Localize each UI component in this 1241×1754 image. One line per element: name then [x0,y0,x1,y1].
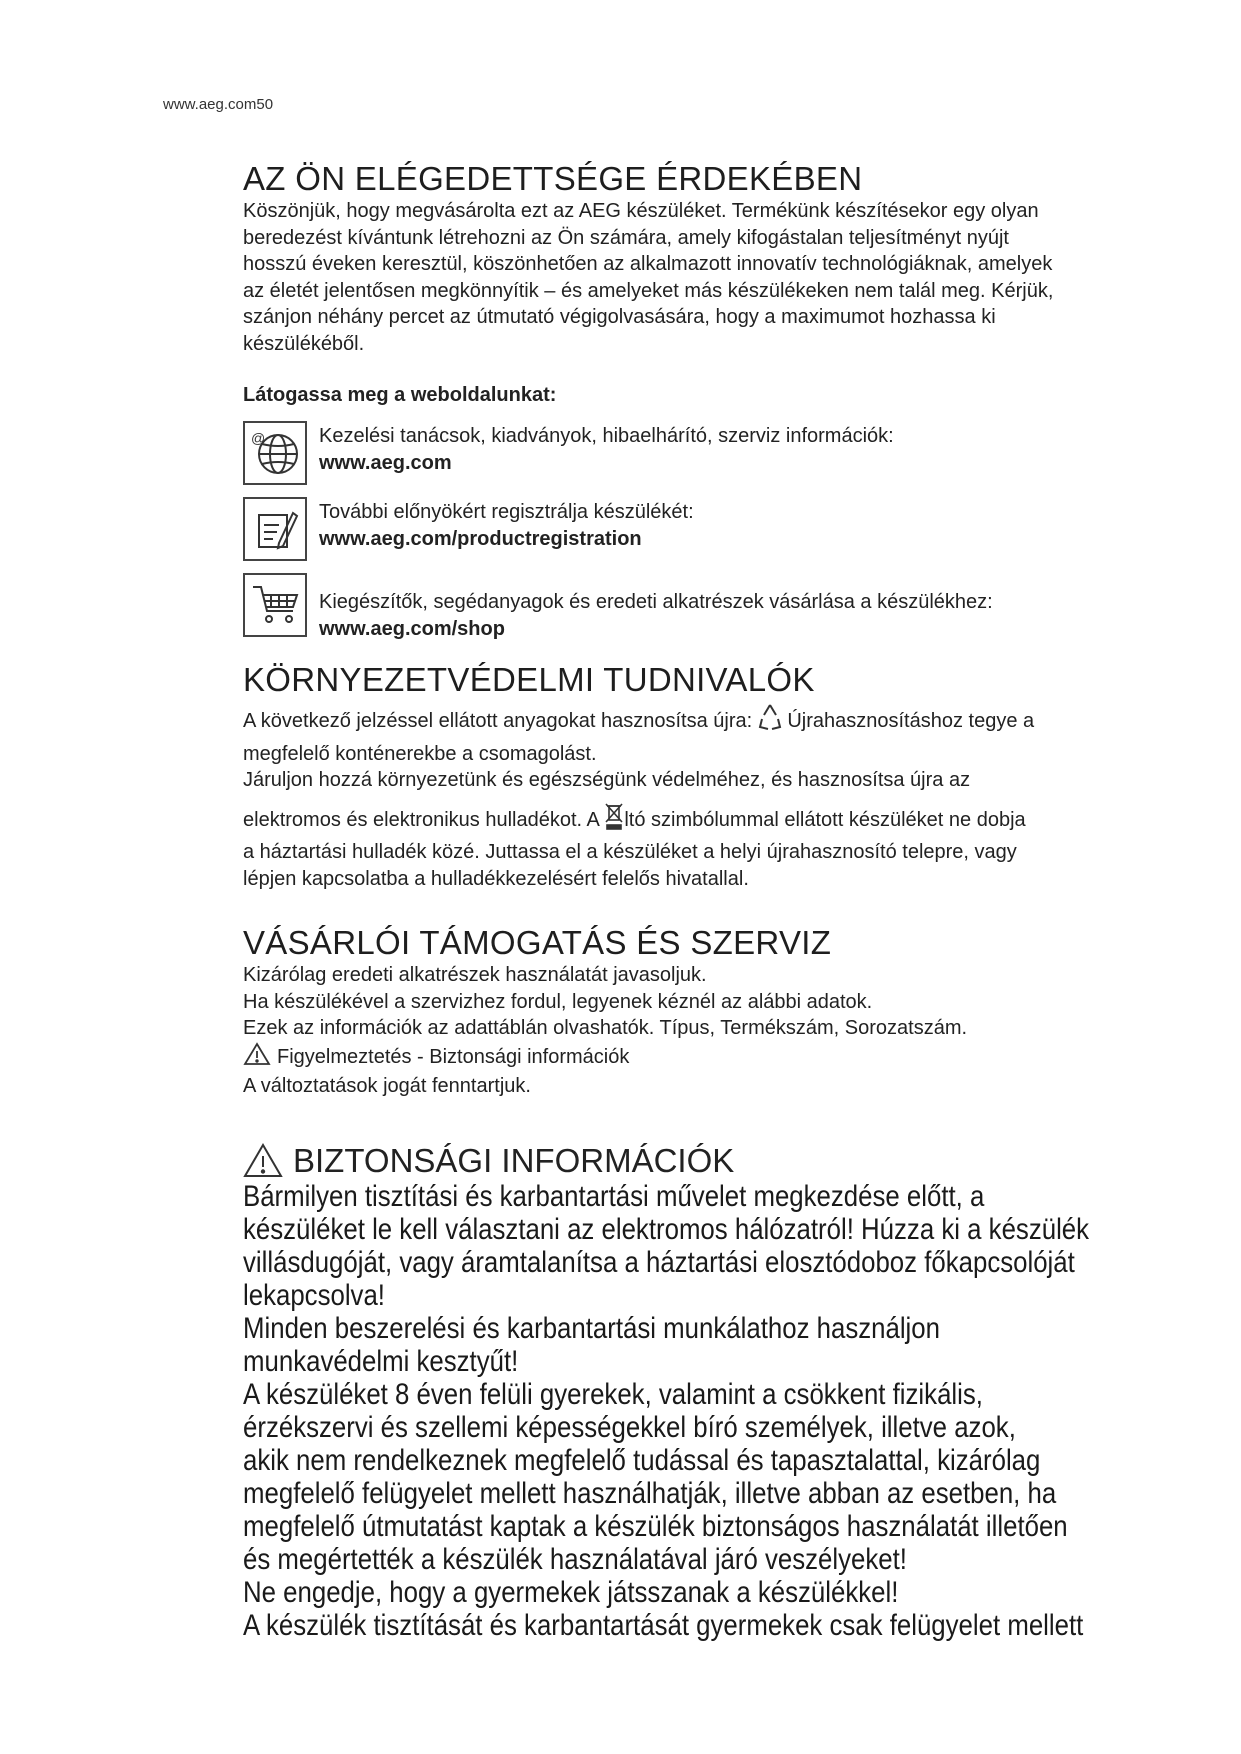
text-line: munkavédelmi kesztyűt! [243,1344,519,1378]
page-header: www.aeg.com50 [163,96,274,113]
satisfaction-title: AZ ÖN ELÉGEDETTSÉGE ÉRDEKÉBEN [243,160,863,197]
text-line: megfelelő felügyelet mellett használhatják, illetve abban az esetben, ha [243,1476,1057,1510]
warning-line [243,1042,1143,1074]
text-line: akik nem rendelkeznek megfelelő tudással és tapasztalattal, kizárólag [243,1443,1041,1477]
text-line: készülékéből. [243,332,365,355]
page-content [243,160,1143,1642]
text-line: a háztartási hulladék közé. Juttassa el a készüléket a helyi újrahasznosító telepre, vagy [243,841,1017,863]
text-line: Minden beszerelési és karbantartási munkálathoz használjon [243,1311,941,1345]
text-line: beredezést kívántunk létrehozni az Ön számára, amely kifogástalan teljesítményt nyújt [243,226,1009,249]
text-line: hosszú éveken keresztül, köszönhetően az alkalmazott innovatív technológiáknak, amelyek [243,253,1053,275]
text-line: Ha készülékével a szervizhez fordul, legyenek kéznél az alábbi adatok. [243,990,873,1013]
text-line [243,802,1143,840]
warning-icon [243,1042,271,1074]
text-line: villásdugóját, vagy áramtalanítsa a háztartási elosztódoboz főkapcsolóját [243,1245,1075,1279]
text-fragment: A következő jelzéssel ellátott anyagokat hasznosítsa újra: [243,710,753,733]
warning-text: Figyelmeztetés - Biztonsági információk [277,1046,630,1068]
satisfaction-text [243,198,1143,357]
text-line: lépjen kapcsolatba a hulladékkezelésért felelős hivatallal. [243,867,749,890]
service-title: VÁSÁRLÓI TÁMOGATÁS ÉS SZERVIZ [243,924,832,961]
text-line: Ezek az információk az adattáblán olvashatók. Típus, Termékszám, Sorozatszám. [243,1017,968,1039]
environment-text [243,703,1143,892]
shopping-cart-icon [243,573,307,637]
visit-heading: Látogassa meg a weboldalunkat: [243,384,557,406]
text-line: A készülék tisztítását és karbantartását gyermekek csak felügyelet mellett [243,1608,1084,1642]
link-row-support [243,423,1143,499]
link-description: Kiegészítők, segédanyagok és eredeti alkatrészek vásárlása a készülékhez: [319,591,993,613]
crossed-bin-icon [604,802,624,840]
text-line: A változtatások jogát fenntartjuk. [243,1075,531,1097]
text-line: megfelelő konténerekbe a csomagolást. [243,742,597,765]
link-row-shop [243,575,1143,651]
text-line: Járuljon hozzá környezetünk és egészségünk védelméhez, és hasznosítsa újra az [243,769,971,791]
text-fragment: elektromos és elektronikus hulladékot. A [243,808,599,831]
text-line: készüléket le kell választani az elektromos hálózatról! Húzza ki a készülék [243,1212,1090,1246]
text-line: Kizárólag eredeti alkatrészek használatát javasoljuk. [243,964,707,986]
globe-icon [243,421,307,485]
link-url-registration[interactable]: www.aeg.com/productregistration [319,528,642,550]
warning-icon [243,1143,283,1179]
safety-text [243,1180,1143,1642]
text-line [243,703,1143,741]
link-url-shop[interactable]: www.aeg.com/shop [319,618,505,640]
text-fragment: Újrahasznosításhoz tegye a [787,710,1035,733]
environment-title: KÖRNYEZETVÉDELMI TUDNIVALÓK [243,661,815,698]
text-line: szánjon néhány percet az útmutató végigolvasására, hogy a maximumot hozhassa ki [243,306,996,328]
svg-text:@: @ [251,430,266,446]
text-line: megfelelő útmutatást kaptak a készülék biztonságos használatát illetően [243,1509,1068,1543]
text-line: Bármilyen tisztítási és karbantartási művelet megkezdése előtt, a [243,1179,985,1213]
text-line: Ne engedje, hogy a gyermekek játsszanak a készülékkel! [243,1575,899,1609]
text-line: lekapcsolva! [243,1278,385,1312]
text-line: Köszönjük, hogy megvásárolta ezt az AEG készüléket. Termékünk készítésekor egy olyan [243,200,1039,222]
link-description: Kezelési tanácsok, kiadványok, hibaelhárító, szerviz információk: [319,425,894,447]
text-line: az életét jelentősen megkönnyítik – és amelyeket más készülékeken nem talál meg. Kérjük, [243,279,1054,302]
link-url-support[interactable]: www.aeg.com [319,452,452,474]
link-row-registration [243,499,1143,575]
text-fragment: ltó szimbólummal ellátott készüléket ne dobja [624,808,1026,831]
service-text [243,962,1143,1100]
safety-title-row [243,1142,1143,1180]
recycling-icon [758,703,782,741]
text-line: és megértették a készülék használatával járó veszélyeket! [243,1542,907,1576]
text-line: érzékszervi és szellemi képességekkel bíró személyek, illetve azok, [243,1410,1016,1444]
text-line: A készüléket 8 éven felüli gyerekek, valamint a csökkent fizikális, [243,1377,983,1411]
link-description: További előnyökért regisztrálja készülékét: [319,501,694,523]
safety-title: BIZTONSÁGI INFORMÁCIÓK [293,1141,735,1179]
registration-icon [243,497,307,561]
